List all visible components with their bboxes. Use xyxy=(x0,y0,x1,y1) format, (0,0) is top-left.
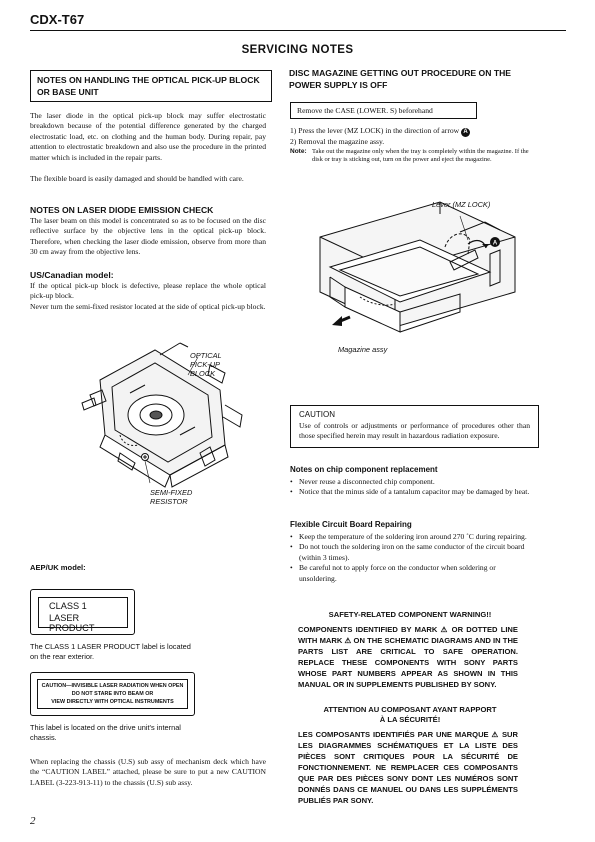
chip-list xyxy=(290,477,530,498)
attention-title-1: ATTENTION AU COMPOSANT AYANT RAPPORT xyxy=(323,705,497,714)
attention-text: LES COMPOSANTS IDENTIFIÉS PAR UNE MARQUE ⚠ SUR LES DIAGRAMMES SCHÉMATIQUES ET LA LISTE DES PIÈCES SONT CRITIQUES POUR LA SÉCURITÉ DE FONCTIONNEMENT. NE REMPLACER CES COMPOSANTS QUE PAR DES PIÈCES SONY DONT LES NUMÉROS SONT DONNÉS DANS CE MANUEL OU DANS LES SUPPLÉMENTS PUBLIÉS PAR SONY. xyxy=(298,730,518,805)
caution-box xyxy=(290,405,539,448)
svg-text:A: A xyxy=(492,240,498,247)
step-number: 2) xyxy=(290,137,297,146)
magazine-note xyxy=(290,148,535,165)
pickup-label-line: BLOCK xyxy=(190,369,216,378)
magazine-assy-label: Magazine assy xyxy=(338,345,388,354)
class1-line1: CLASS 1 xyxy=(49,601,87,611)
caution-laser-label xyxy=(30,672,195,716)
caution-label-line1: CAUTION—INVISIBLE LASER RADIATION WHEN OPEN xyxy=(41,683,184,689)
resistor-label-line: RESISTOR xyxy=(150,497,188,506)
caution-label-caption: This label is located on the drive unit's internal chassis. xyxy=(30,723,181,742)
magazine-diagram xyxy=(300,192,535,362)
chassis-replacement-text: When replacing the chassis (U.S) sub assy of mechanism deck which have the “CAUTION LABEL” attached, please be sure to put a new CAUTION LABEL (3-223-913-11) to the chassis (U.S) sub assy. xyxy=(30,757,266,787)
lever-label: Lever (MZ LOCK) xyxy=(432,200,491,209)
procedure-steps xyxy=(290,126,535,147)
arrow-a-marker: A xyxy=(461,128,470,137)
us-canadian-heading: US/Canadian model: xyxy=(30,270,114,280)
laser-check-text: The laser beam on this model is concentrated so as to be focused on the disc reflective surface by the objective lens in the optical pick-up block. Therefore, when checking the laser diode emission, observe from more than 30 cm away from the objective lens. xyxy=(30,216,266,257)
flexible-note: The flexible board is easily damaged and should be handled with care. xyxy=(30,174,244,183)
header-rule xyxy=(30,30,566,31)
flex-list-item: • Be careful not to apply force on the conductor when soldering or unsoldering. xyxy=(290,563,496,583)
section-title: SERVICING NOTES xyxy=(241,44,354,56)
handling-box-title: NOTES ON HANDLING THE OPTICAL PICK-UP BLOCK OR BASE UNIT xyxy=(30,70,272,102)
class1-line2: LASER PRODUCT xyxy=(49,613,95,633)
caution-label-line3: VIEW DIRECTLY WITH OPTICAL INSTRUMENTS xyxy=(51,699,174,705)
class1-label-outer xyxy=(30,589,135,635)
procedure-step-1 xyxy=(290,126,535,137)
flex-heading: Flexible Circuit Board Repairing xyxy=(290,520,412,529)
chip-list-item: • Notice that the minus side of a tantalum capacitor may be damaged by heat. xyxy=(290,487,530,497)
step-text: Press the lever (MZ LOCK) in the direction of arrow xyxy=(298,126,460,135)
pickup-label xyxy=(190,351,222,378)
safety-title: SAFETY-RELATED COMPONENT WARNING!! xyxy=(328,610,492,619)
caution-text: Use of controls or adjustments or performance of procedures other than those specified herein may result in hazardous radiation exposure. xyxy=(299,421,530,441)
magazine-heading: DISC MAGAZINE GETTING OUT PROCEDURE ON THE POWER SUPPLY IS OFF xyxy=(289,68,512,90)
procedure-step-2 xyxy=(290,137,535,147)
step-text: Removal the magazine assy. xyxy=(298,137,385,146)
flex-list xyxy=(290,532,530,584)
remove-case-box: Remove the CASE (LOWER. S) beforehand xyxy=(290,102,477,119)
resistor-label xyxy=(150,488,192,506)
laser-check-heading: NOTES ON LASER DIODE EMISSION CHECK xyxy=(30,205,214,215)
us-text-1: If the optical pick-up block is defective, please replace the whole optical pick-up block. xyxy=(30,281,266,301)
us-text-2: Never turn the semi-fixed resistor located at the side of optical pick-up block. xyxy=(30,302,266,311)
resistor-label-line: SEMI-FIXED xyxy=(150,488,193,497)
pickup-label-line: OPTICAL xyxy=(190,351,222,360)
class1-caption: The CLASS 1 LASER PRODUCT label is located on the rear exterior. xyxy=(30,642,191,661)
model-name: CDX-T67 xyxy=(30,12,85,27)
chip-list-item: • Never reuse a disconnected chip component. xyxy=(290,477,435,486)
caution-title: CAUTION xyxy=(299,410,335,419)
flex-list-item: • Do not touch the soldering iron on the same conductor of the circuit board (within 3 times). xyxy=(290,542,525,562)
note-label: Note: xyxy=(290,148,307,155)
class1-label-inner xyxy=(38,597,128,633)
attention-title-2: À LA SÉCURITÉ! xyxy=(379,715,441,724)
page-number: 2 xyxy=(30,815,36,827)
safety-text: COMPONENTS IDENTIFIED BY MARK ⚠ OR DOTTED LINE WITH MARK ⚠ ON THE SCHEMATIC DIAGRAMS AND IN THE PARTS LIST ARE CRITICAL TO SAFE OPERATION. REPLACE THESE COMPONENTS WITH SONY PARTS WHOSE PART NUMBERS APPEAR AS SHOWN IN THIS MANUAL OR IN SUPPLEMENTS PUBLISHED BY SONY. xyxy=(298,625,518,689)
caution-label-line2: DO NOT STARE INTO BEAM OR xyxy=(71,691,154,697)
pickup-label-line: PICK-UP xyxy=(190,360,220,369)
note-text: Take out the magazine only when the tray is completely within the magazine. If the disk or tray is sticking out, turn on the power and eject the magazine. xyxy=(312,148,529,164)
flex-list-item: • Keep the temperature of the soldering iron around 270 ˚C during repairing. xyxy=(290,532,527,541)
aep-uk-heading: AEP/UK model: xyxy=(30,563,86,572)
handling-text: The laser diode in the optical pick-up block may suffer electrostatic breakdown because of the potential difference generated by the charged electrostatic load, etc. on clothing and the human body. During repair, pay attention to electrostatic breakdown and also use the procedure in the printed matter which is included in the repair parts. xyxy=(30,111,266,162)
optical-pickup-diagram xyxy=(60,335,260,510)
caution-laser-label-inner xyxy=(37,679,188,709)
chip-heading: Notes on chip component replacement xyxy=(290,465,438,474)
step-number: 1) xyxy=(290,126,297,135)
